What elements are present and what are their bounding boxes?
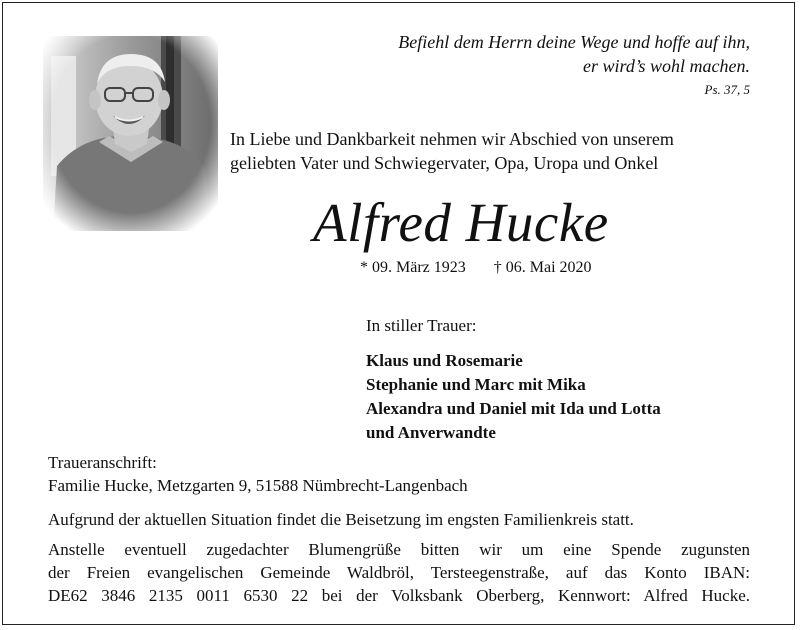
donation-line-2: der Freien evangelischen Gemeinde Waldbröl, Tersteegenstraße, auf das Konto IBAN: xyxy=(48,563,750,582)
birth-date: * 09. März 1923 xyxy=(360,259,466,276)
life-dates xyxy=(360,258,592,278)
mourner-line: und Anverwandte xyxy=(366,423,496,442)
address-value: Familie Hucke, Metzgarten 9, 51588 Nümbrecht-Langenbach xyxy=(48,476,468,495)
donation-request xyxy=(48,538,750,607)
verse-line-1: Befiehl dem Herrn deine Wege und hoffe auf ihn, xyxy=(398,32,750,52)
mourning-heading: In stiller Trauer: xyxy=(366,316,477,335)
address-label: Traueranschrift: xyxy=(48,453,157,472)
mourner-line: Klaus und Rosemarie xyxy=(366,351,523,370)
verse-reference: Ps. 37, 5 xyxy=(704,82,750,97)
intro-line-1: In Liebe und Dankbarkeit nehmen wir Abschied von unserem xyxy=(230,129,674,149)
mourner-line: Alexandra und Daniel mit Ida und Lotta xyxy=(366,399,661,418)
bible-verse xyxy=(398,30,750,78)
verse-line-2: er wird’s wohl machen. xyxy=(582,56,750,76)
donation-line-3: DE62 3846 2135 0011 6530 22 bei der Volksbank Oberberg, Kennwort: Alfred Hucke. xyxy=(48,586,750,605)
death-date: † 06. Mai 2020 xyxy=(493,259,592,276)
mourning-address xyxy=(48,451,468,497)
deceased-name: Alfred Hucke xyxy=(313,192,609,253)
mourners-list xyxy=(366,349,661,445)
donation-line-1: Anstelle eventuell zugedachter Blumengrüße bitten wir um eine Spende zugunsten xyxy=(48,540,750,559)
intro-line-2: geliebten Vater und Schwiegervater, Opa, Uropa und Onkel xyxy=(230,153,659,173)
intro-text xyxy=(230,127,674,175)
mourner-line: Stephanie und Marc mit Mika xyxy=(366,375,586,394)
burial-notice: Aufgrund der aktuellen Situation findet die Beisetzung im engsten Familienkreis statt. xyxy=(48,510,634,529)
